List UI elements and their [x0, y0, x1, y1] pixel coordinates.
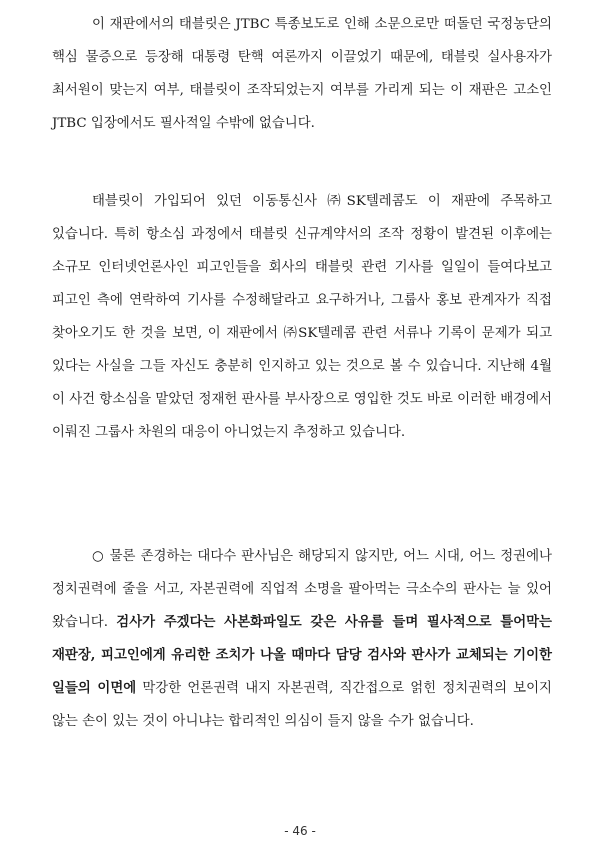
paragraph-jtbc-tablet	[52, 8, 552, 140]
page-number: - 46 -	[284, 824, 316, 838]
paragraph-text-intro: ○ 물론 존경하는 대다수 판사님은 해당되지 않지만, 어느 시대, 어느 정권에나 정치권력에 줄을 서고, 자본권력에 직업적 소명을 팔아먹는 극소수의 판사는 늘 있어 왔습니다.	[52, 549, 552, 630]
paragraph-sk-telecom	[52, 185, 552, 449]
paragraph-text: 태블릿이 가입되어 있던 이동통신사 ㈜SK텔레콤도 이 재판에 주목하고 있습니다. 특히 항소심 과정에서 태블릿 신규계약서의 조작 정황이 발견된 이후에는 소규모 인터넷언론사인 피고인들을 회사의 태블릿 관련 기사를 일일이 들여다보고 피고인 측에 연락하여 기사를 수정해달라고 요구하거나, 그룹사 홍보 관계자가 직접 찾아오기도 한 것을 보면, 이 재판에서 ㈜SK텔레콤 관련 서류나 기록이 문제가 되고 있다는 사실을 그들 자신도 충분히 인지하고 있는 것으로 볼 수 있습니다. 지난해 4월 이 사건 항소심을 맡았던 정재헌 판사를 부사장으로 영입한 것도 바로 이러한 배경에서 이뤄진 그룹사 차원의 대응이 아니었는지 추정하고 있습니다.	[52, 194, 552, 440]
paragraph-text-tail: 막강한 언론권력 내지 자본권력, 직간접으로 얽힌 정치권력의 보이지 않는 손이 있는 것이 아니냐는 합리적인 의심이 들지 않을 수가 없습니다.	[52, 681, 552, 729]
paragraph-text-emphasis: 검사가 주겠다는 사본화파일도 갖은 사유를 들며 필사적으로 틀어막는 재판장, 피고인에게 유리한 조치가 나올 때마다 담당 검사와 판사가 교체되는 기이한 일들의 이면에	[52, 614, 552, 696]
paragraph-judges	[52, 540, 552, 738]
paragraph-text: 이 재판에서의 태블릿은 JTBC 특종보도로 인해 소문으로만 떠돌던 국정농단의 핵심 물증으로 등장해 대통령 탄핵 여론까지 이끌었기 때문에, 태블릿 실사용자가 최서원이 맞는지 여부, 태블릿이 조작되었는지 여부를 가리게 되는 이 재판은 고소인 JTBC 입장에서도 필사적일 수밖에 없습니다.	[52, 17, 552, 131]
